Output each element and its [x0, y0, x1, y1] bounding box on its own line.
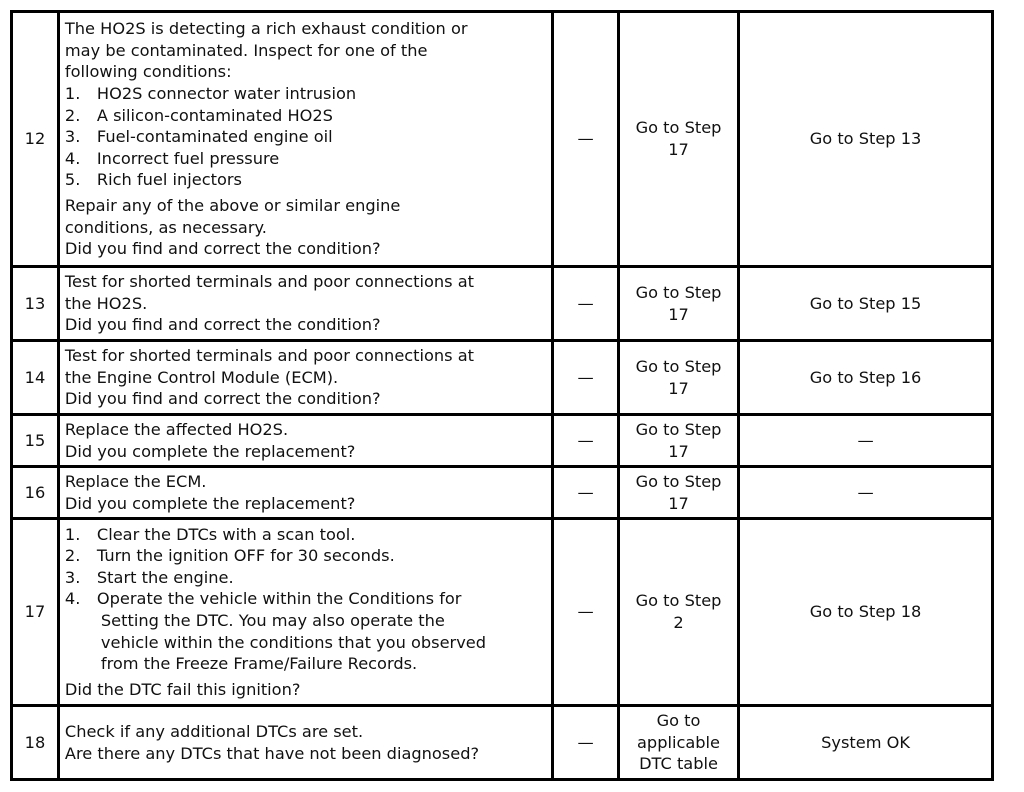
value-cell: — — [554, 342, 617, 413]
value-cell: — — [554, 520, 617, 704]
table-row — [13, 468, 991, 517]
list-text: Fuel-contaminated engine oil — [96, 127, 333, 147]
yes-cell — [620, 13, 737, 265]
table-row — [13, 520, 991, 704]
value-cell: — — [554, 468, 617, 517]
action-cell — [60, 468, 551, 517]
yes-cell — [620, 268, 737, 339]
action-question: Did the DTC fail this ignition? — [64, 679, 301, 699]
action-cell — [60, 13, 551, 265]
list-number: 1. — [64, 84, 81, 104]
table-row — [13, 268, 991, 339]
value-cell: — — [554, 416, 617, 465]
action-text: following conditions: — [64, 62, 232, 82]
step-number: 14 — [13, 342, 57, 413]
action-question: Did you find and correct the condition? — [64, 315, 381, 335]
yes-text: Go to Step — [635, 419, 722, 439]
list-number: 2. — [64, 105, 81, 125]
action-cell — [60, 268, 551, 339]
action-text: Test for shorted terminals and poor connections at — [64, 272, 475, 292]
action-cell — [60, 416, 551, 465]
list-number: 1. — [64, 524, 81, 544]
diagnostic-steps-table — [10, 10, 994, 781]
action-question: Did you complete the replacement? — [64, 493, 356, 513]
no-cell: Go to Step 18 — [740, 520, 991, 704]
yes-text: 17 — [668, 493, 689, 513]
procedure-list — [65, 524, 546, 675]
yes-text: Go to Step — [635, 282, 722, 302]
no-cell: Go to Step 13 — [740, 13, 991, 265]
action-text: may be contaminated. Inspect for one of the — [64, 40, 428, 60]
yes-cell — [620, 707, 737, 778]
yes-cell — [620, 520, 737, 704]
step-number: 12 — [13, 13, 57, 265]
action-text: conditions, as necessary. — [64, 217, 267, 237]
no-cell: Go to Step 15 — [740, 268, 991, 339]
action-text: the Engine Control Module (ECM). — [64, 367, 339, 387]
action-text: Test for shorted terminals and poor connections at — [64, 346, 475, 366]
no-cell: System OK — [740, 707, 991, 778]
table-row — [13, 342, 991, 413]
list-text — [97, 588, 546, 674]
list-text-line: vehicle within the conditions that you observed — [100, 632, 487, 652]
list-number: 2. — [64, 546, 81, 566]
yes-cell — [620, 416, 737, 465]
yes-text: 2 — [673, 613, 684, 632]
action-question: Are there any DTCs that have not been diagnosed? — [64, 743, 480, 763]
list-text: HO2S connector water intrusion — [96, 84, 357, 104]
action-text: The HO2S is detecting a rich exhaust condition or — [64, 19, 468, 39]
yes-text: Go to Step — [635, 471, 722, 491]
list-item — [65, 105, 546, 127]
list-text: Clear the DTCs with a scan tool. — [96, 524, 356, 544]
list-item — [65, 169, 546, 191]
list-text: A silicon-contaminated HO2S — [96, 105, 333, 125]
list-text: Turn the ignition OFF for 30 seconds. — [96, 546, 395, 566]
action-text: Replace the affected HO2S. — [64, 419, 289, 439]
step-number: 17 — [13, 520, 57, 704]
list-item — [65, 126, 546, 148]
list-text: Start the engine. — [96, 567, 234, 587]
yes-text: Go to Step — [635, 356, 722, 376]
action-question: Did you find and correct the condition? — [64, 239, 381, 259]
yes-text: DTC table — [639, 754, 718, 774]
condition-list — [65, 83, 546, 191]
yes-text: Go to Step — [635, 591, 722, 611]
list-text: Incorrect fuel pressure — [96, 148, 280, 168]
yes-cell — [620, 342, 737, 413]
action-text: Replace the ECM. — [64, 471, 207, 491]
action-cell — [60, 342, 551, 413]
step-number: 18 — [13, 707, 57, 778]
list-item — [65, 567, 546, 589]
yes-text: 17 — [668, 378, 689, 398]
no-cell: — — [740, 416, 991, 465]
no-cell: Go to Step 16 — [740, 342, 991, 413]
step-number: 15 — [13, 416, 57, 465]
yes-text: 17 — [668, 140, 689, 159]
value-cell: — — [554, 268, 617, 339]
action-text: the HO2S. — [64, 293, 148, 313]
list-item — [65, 524, 546, 546]
value-cell: — — [554, 707, 617, 778]
list-text-line: Operate the vehicle within the Conditions for — [96, 589, 462, 609]
action-cell — [60, 520, 551, 704]
no-cell: — — [740, 468, 991, 517]
list-number: 5. — [64, 170, 81, 190]
value-cell: — — [554, 13, 617, 265]
action-text: Check if any additional DTCs are set. — [64, 721, 364, 741]
yes-text: 17 — [668, 441, 689, 461]
step-number: 16 — [13, 468, 57, 517]
list-item — [65, 83, 546, 105]
list-item — [65, 545, 546, 567]
step-number: 13 — [13, 268, 57, 339]
list-text-line: Setting the DTC. You may also operate the — [100, 611, 445, 630]
yes-text: 17 — [668, 304, 689, 324]
yes-cell — [620, 468, 737, 517]
action-question: Did you find and correct the condition? — [64, 389, 381, 409]
list-number: 3. — [64, 127, 81, 147]
action-cell — [60, 707, 551, 778]
list-text-line: from the Freeze Frame/Failure Records. — [100, 654, 418, 674]
list-item — [65, 148, 546, 170]
table-row — [13, 13, 991, 265]
yes-text: Go to Step — [635, 118, 722, 138]
table-row — [13, 707, 991, 778]
document-page — [10, 10, 994, 782]
action-text: Repair any of the above or similar engine — [64, 195, 401, 215]
yes-text: applicable — [637, 732, 721, 752]
list-text: Rich fuel injectors — [96, 170, 242, 190]
table-row — [13, 416, 991, 465]
action-question: Did you complete the replacement? — [64, 441, 356, 461]
list-number: 4. — [64, 589, 81, 609]
yes-text: Go to — [656, 711, 701, 731]
list-number: 4. — [64, 148, 81, 168]
list-item — [65, 588, 546, 674]
list-number: 3. — [64, 567, 81, 587]
